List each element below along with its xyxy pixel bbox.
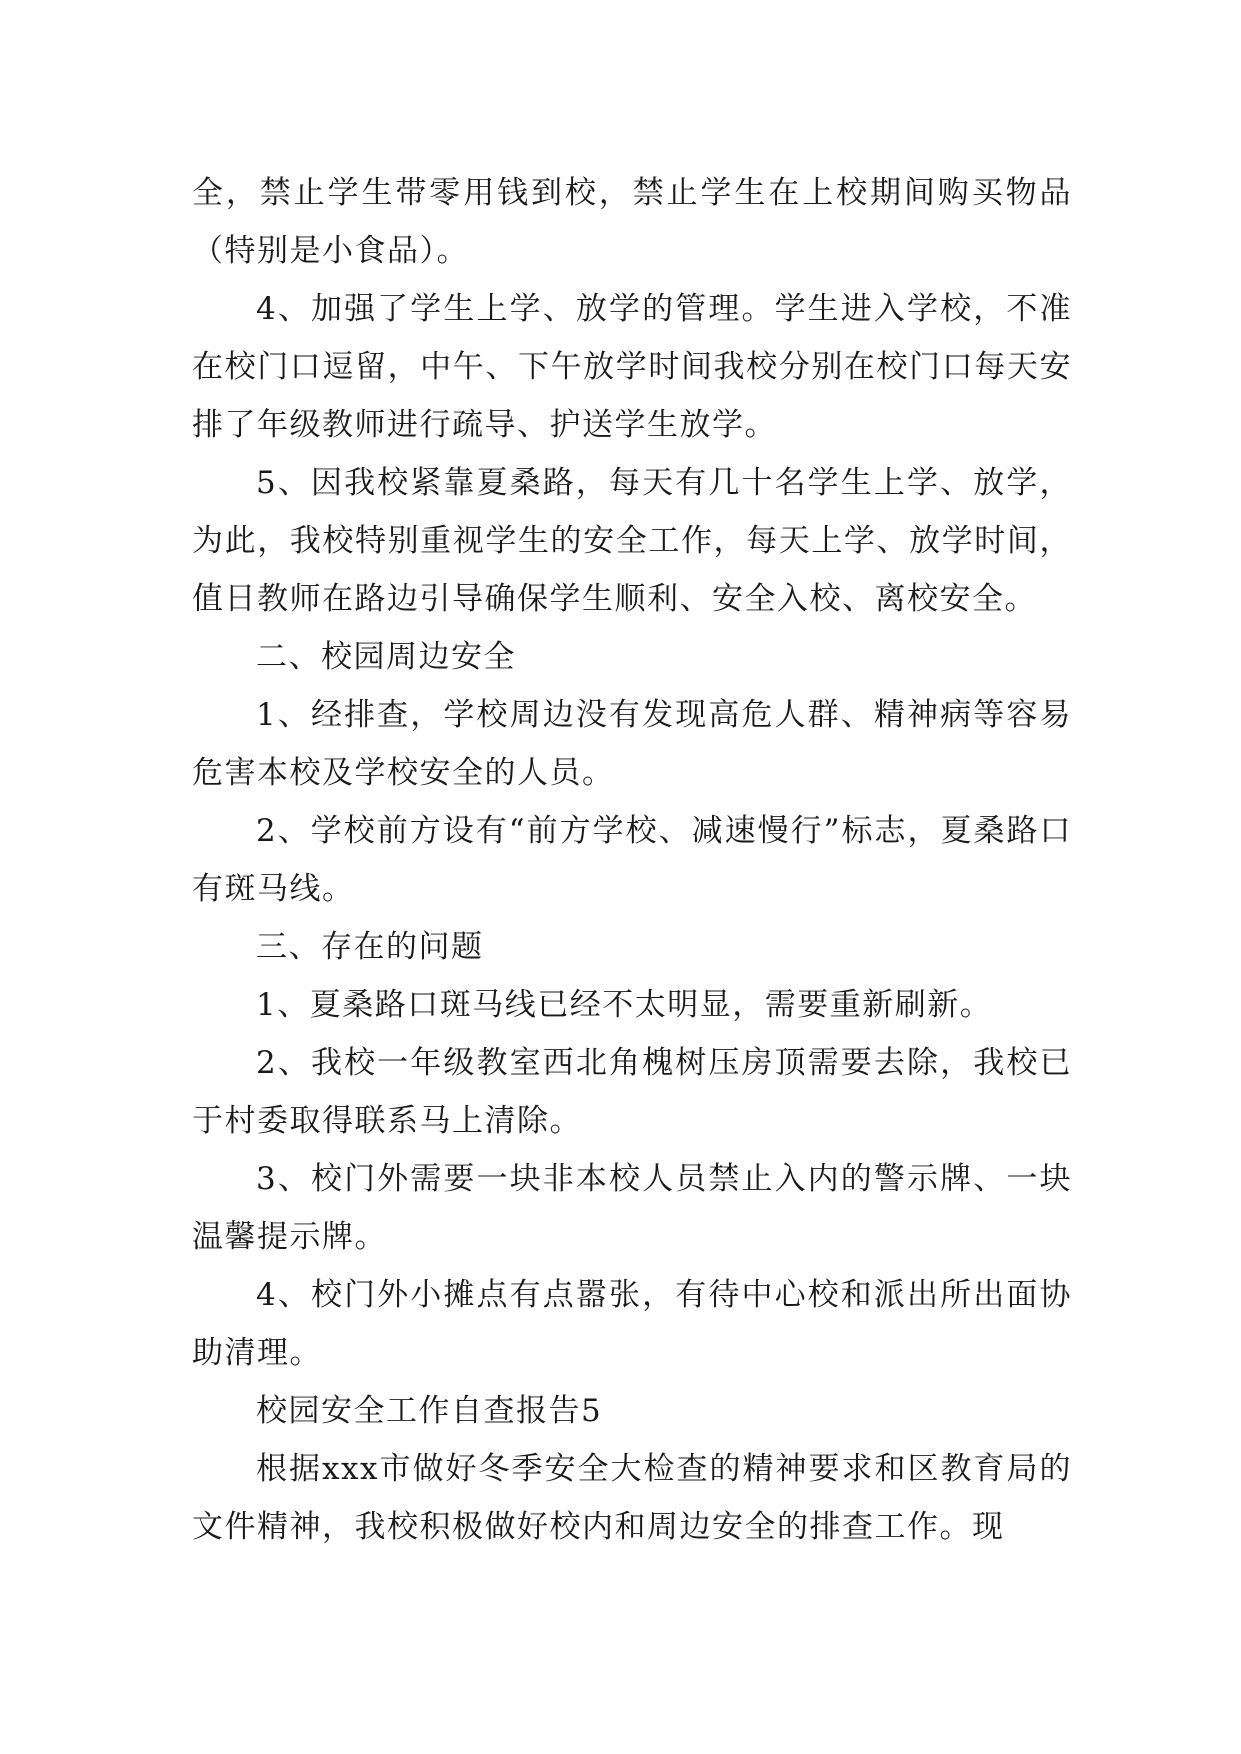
paragraph-item-5-road-safety: 5、因我校紧靠夏桑路，每天有几十名学生上学、放学，为此，我校特别重视学生的安全工作，每天上学、放学时间，值日教师在路边引导确保学生顺利、安全入校、离校安全。 (192, 465, 1072, 617)
paragraph-item-4-dismissal: 4、加强了学生上学、放学的管理。学生进入学校，不准在校门口逗留，中午、下午放学时间我校分别在校门口每天安排了年级教师进行疏导、护送学生放学。 (192, 291, 1072, 443)
paragraph-surroundings-item-1: 1、经排查，学校周边没有发现高危人群、精神病等容易危害本校及学校安全的人员。 (192, 697, 1072, 791)
paragraph-problem-item-1: 1、夏桑路口斑马线已经不太明显，需要重新刷新。 (256, 987, 993, 1023)
section-heading-problems: 三、存在的问题 (256, 929, 484, 965)
paragraph-problem-item-2: 2、我校一年级教室西北角槐树压房顶需要去除，我校已于村委取得联系马上清除。 (192, 1045, 1072, 1139)
paragraph-report-5-intro: 根据xxx市做好冬季安全大检查的精神要求和区教育局的文件精神，我校积极做好校内和周边安全的排查工作。现 (192, 1451, 1072, 1545)
paragraph-continuation: 全，禁止学生带零用钱到校，禁止学生在上校期间购买物品（特别是小食品）。 (192, 175, 1072, 269)
paragraph-surroundings-item-2: 2、学校前方设有“前方学校、减速慢行”标志，夏桑路口有斑马线。 (192, 813, 1072, 907)
document-body (192, 164, 1072, 1556)
paragraph-problem-item-4: 4、校门外小摊点有点嚣张，有待中心校和派出所出面协助清理。 (192, 1277, 1072, 1371)
paragraph-problem-item-3: 3、校门外需要一块非本校人员禁止入内的警示牌、一块温馨提示牌。 (192, 1161, 1072, 1255)
section-heading-surroundings: 二、校园周边安全 (256, 639, 516, 675)
report-title-5: 校园安全工作自查报告5 (256, 1393, 603, 1429)
